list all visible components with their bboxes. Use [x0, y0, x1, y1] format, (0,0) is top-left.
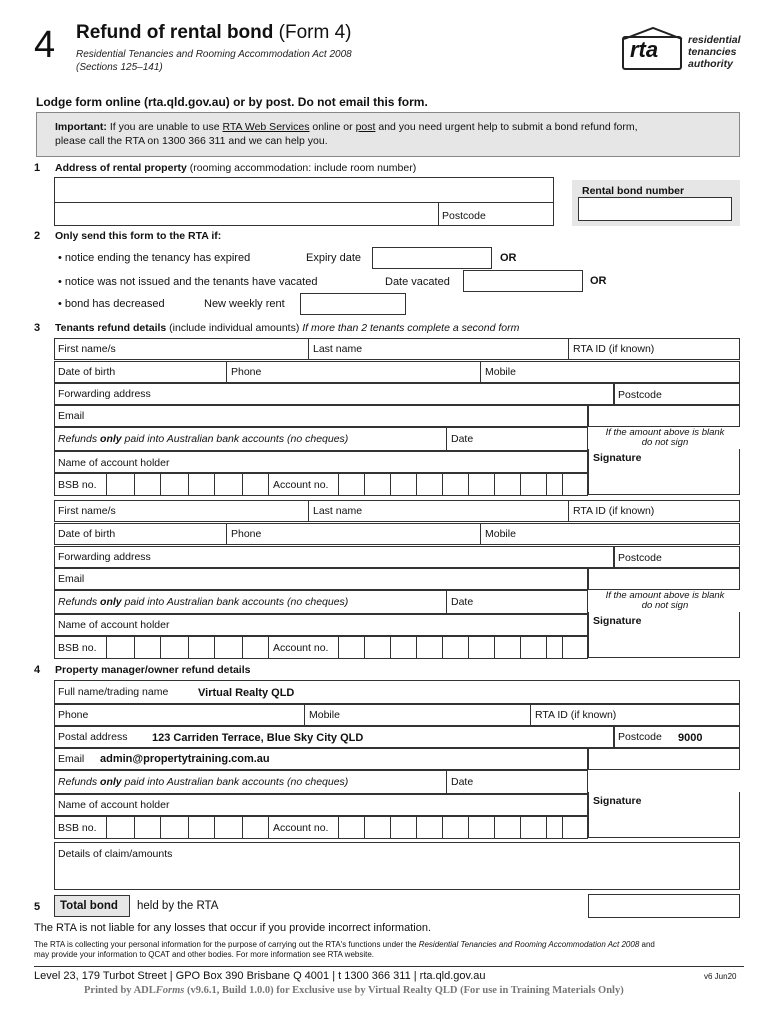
tenant1-fwd-address-label: Forwarding address	[58, 388, 151, 400]
tenant1-last-name-label: Last name	[313, 343, 363, 355]
pm-postcode-value: 9000	[678, 732, 703, 744]
held-by-rta-label: held by the RTA	[137, 900, 219, 912]
tenant2-first-name-label: First name/s	[58, 505, 116, 517]
new-weekly-rent-label: New weekly rent	[204, 298, 285, 310]
section-2-heading: Only send this form to the RTA if:	[55, 230, 222, 242]
pm-signature-label: Signature	[593, 795, 642, 807]
pm-account-holder-label: Name of account holder	[58, 799, 170, 811]
tenant2-email-field[interactable]	[54, 568, 588, 590]
tenant1-refunds-note: Refunds only paid into Australian bank accounts (no cheques)	[58, 433, 349, 445]
date-vacated-label: Date vacated	[385, 276, 450, 288]
address-line-1-field[interactable]	[54, 177, 554, 203]
footer-divider	[34, 966, 744, 967]
rta-address: Level 23, 179 Turbot Street | GPO Box 390 Brisbane Q 4001 | t 1300 366 311 | rta.qld.gov.au	[34, 970, 486, 982]
tenant2-bsb-label: BSB no.	[58, 642, 97, 654]
tenant2-account-holder-label: Name of account holder	[58, 619, 170, 631]
condition-vacated: • notice was not issued and the tenants have vacated	[58, 276, 318, 288]
post-link[interactable]: post	[355, 121, 376, 133]
expiry-date-field[interactable]	[372, 247, 492, 269]
pm-email-label: Email	[58, 753, 85, 765]
condition-expired: • notice ending the tenancy has expired	[58, 252, 251, 264]
privacy-notice: The RTA is collecting your personal information for the purpose of carrying out the RTA's functions under the Residential Tenancies and Rooming Accommodation Act 2008 and may provide your information to QCAT and other bodies. For more information see RTA website.	[34, 940, 655, 959]
tenant1-signature-label: Signature	[593, 452, 642, 464]
tenant1-amount-field[interactable]	[588, 405, 740, 427]
liability-notice: The RTA is not liable for any losses that occur if you provide incorrect information.	[34, 922, 431, 934]
form-version: v6 Jun20	[704, 972, 737, 981]
tenant1-dob-label: Date of birth	[58, 366, 116, 378]
sections-ref: (Sections 125–141)	[76, 62, 163, 73]
section-5-number: 5	[34, 901, 41, 913]
important-notice: Important: If you are unable to use RTA Web Services online or post and you need urgent help to submit a bond refund form, please call the RTA on 1300 366 311 and we can help you.	[36, 112, 740, 157]
pm-name-value: Virtual Realty QLD	[198, 687, 295, 699]
pm-date-label: Date	[451, 776, 474, 788]
bond-number-field[interactable]	[578, 197, 732, 221]
pm-refunds-note: Refunds only paid into Australian bank accounts (no cheques)	[58, 776, 349, 788]
section-4-heading: Property manager/owner refund details	[55, 664, 251, 676]
tenant1-bsb-label: BSB no.	[58, 479, 97, 491]
tenant2-rta-id-label: RTA ID (if known)	[573, 505, 655, 517]
tenant2-phone-label: Phone	[231, 528, 262, 540]
section-1-heading: Address of rental property (rooming accommodation: include room number)	[55, 162, 417, 174]
pm-amount-field[interactable]	[588, 748, 740, 770]
tenant2-fwd-address-label: Forwarding address	[58, 551, 151, 563]
or-label-1: OR	[500, 252, 517, 264]
rta-web-services-link[interactable]: RTA Web Services	[222, 121, 310, 133]
act-name: Residential Tenancies and Rooming Accommodation Act 2008	[76, 49, 352, 60]
tenant2-account-no-label: Account no.	[273, 642, 329, 654]
tenant1-mobile-label: Mobile	[485, 366, 516, 378]
section-3-heading: Tenants refund details (include individual amounts) If more than 2 tenants complete a second form	[55, 322, 520, 334]
pm-mobile-label: Mobile	[309, 709, 340, 721]
pm-rta-id-label: RTA ID (if known)	[535, 709, 617, 721]
tenant2-refunds-note: Refunds only paid into Australian bank accounts (no cheques)	[58, 596, 349, 608]
tenant2-mobile-label: Mobile	[485, 528, 516, 540]
expiry-date-label: Expiry date	[306, 252, 362, 264]
tenant2-last-name-label: Last name	[313, 505, 363, 517]
date-vacated-field[interactable]	[463, 270, 583, 292]
lodge-instruction: Lodge form online (rta.qld.gov.au) or by post. Do not email this form.	[36, 95, 428, 109]
printed-by-note: Printed by ADLForms (v9.6.1, Build 1.0.0) for Exclusive use by Virtual Realty QLD (For use in Training Materials Only)	[84, 985, 624, 996]
section-3-number: 3	[34, 322, 41, 334]
pm-bsb-label: BSB no.	[58, 822, 97, 834]
tenant1-blank-note: If the amount above is blank do not sign	[605, 427, 725, 448]
pm-name-label: Full name/trading name	[58, 686, 169, 698]
tenant1-contact-row	[54, 361, 740, 383]
section-4-number: 4	[34, 664, 41, 676]
tenant1-rta-id-label: RTA ID (if known)	[573, 343, 655, 355]
section-1-number: 1	[34, 162, 41, 174]
pm-postal-label: Postal address	[58, 731, 128, 743]
tenant2-blank-note: If the amount above is blank do not sign	[605, 590, 725, 611]
tenant2-date-label: Date	[451, 596, 474, 608]
tenant2-dob-label: Date of birth	[58, 528, 116, 540]
new-weekly-rent-field[interactable]	[300, 293, 406, 315]
tenant1-account-holder-label: Name of account holder	[58, 457, 170, 469]
tenant1-account-no-label: Account no.	[273, 479, 329, 491]
pm-contact-row	[54, 704, 740, 726]
tenant2-contact-row	[54, 523, 740, 545]
tenant2-signature-label: Signature	[593, 615, 642, 627]
tenant2-amount-field[interactable]	[588, 568, 740, 590]
section-2-number: 2	[34, 230, 41, 242]
pm-postcode-label: Postcode	[618, 731, 662, 743]
condition-decreased: • bond has decreased	[58, 298, 165, 310]
pm-email-value: admin@propertytraining.com.au	[100, 753, 270, 765]
tenant1-postcode-label: Postcode	[618, 389, 662, 401]
tenant2-postcode-label: Postcode	[618, 552, 662, 564]
pm-phone-label: Phone	[58, 709, 89, 721]
tenant1-date-label: Date	[451, 433, 474, 445]
tenant1-email-label: Email	[58, 410, 85, 422]
pm-account-no-label: Account no.	[273, 822, 329, 834]
total-bond-label: Total bond	[60, 900, 118, 912]
tenant1-first-name-label: First name/s	[58, 343, 116, 355]
tenant2-email-label: Email	[58, 573, 85, 585]
total-bond-field[interactable]	[588, 894, 740, 918]
rta-logo: rta residential tenancies authority	[622, 26, 742, 74]
tenant1-phone-label: Phone	[231, 366, 262, 378]
postcode-label: Postcode	[442, 210, 486, 222]
bond-number-label: Rental bond number	[582, 185, 685, 197]
pm-postal-value: 123 Carriden Terrace, Blue Sky City QLD	[152, 732, 364, 744]
pm-claim-details-label: Details of claim/amounts	[58, 848, 173, 860]
tenant1-email-field[interactable]	[54, 405, 588, 427]
form-number: 4	[34, 24, 56, 66]
or-label-2: OR	[590, 275, 607, 287]
form-title: Refund of rental bond (Form 4)	[76, 22, 352, 43]
